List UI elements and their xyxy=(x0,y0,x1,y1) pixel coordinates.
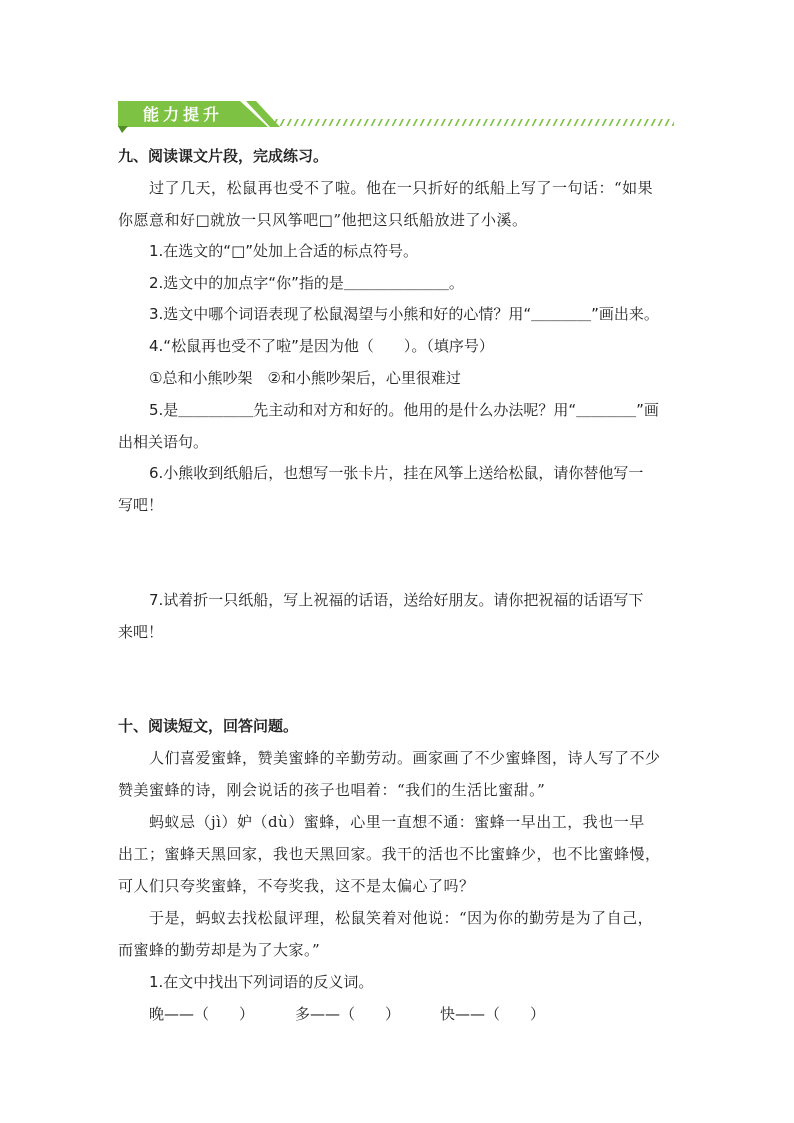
question-2: 2.选文中的加点字“你”指的是＿＿＿＿＿＿＿。 xyxy=(149,274,464,292)
passage-line: 你愿意和好□就放一只风筝吧□”他把这只纸船放进了小溪。 xyxy=(118,211,528,229)
antonym-item: 多——（ ） xyxy=(295,1005,401,1023)
question-6: 6.小熊收到纸船后，也想写一张卡片，挂在风筝上送给松鼠，请你替他写一 xyxy=(149,464,644,482)
section10-heading: 十、阅读短文，回答问题。 xyxy=(118,717,299,735)
section9-heading: 九、阅读课文片段，完成练习。 xyxy=(118,147,329,165)
question-5-continued: 出相关语句。 xyxy=(118,433,209,451)
passage-line: 于是，蚂蚁去找松鼠评理，松鼠笑着对他说：“因为你的勤劳是为了自己， xyxy=(149,909,654,927)
question-4: 4.“松鼠再也受不了啦”是因为他（ ）。（填序号） xyxy=(149,337,494,355)
passage-line: 赞美蜜蜂的诗，刚会说话的孩子也唱着：“我们的生活比蜜甜。” xyxy=(118,781,546,799)
question-7: 7.试着折一只纸船，写上祝福的话语，送给好朋友。请你把祝福的话语写下 xyxy=(149,591,644,609)
passage-line: 人们喜爱蜜蜂，赞美蜜蜂的辛勤劳动。画家画了不少蜜蜂图，诗人写了不少 xyxy=(149,749,661,767)
passage-line: 而蜜蜂的勤劳却是为了大家。” xyxy=(118,941,321,959)
passage-line: 过了几天，松鼠再也受不了啦。他在一只折好的纸船上写了一句话：“如果 xyxy=(149,179,654,197)
banner-title: 能力提升 xyxy=(142,104,223,124)
question-6-continued: 写吧！ xyxy=(118,496,164,514)
section-banner xyxy=(118,97,674,133)
question-1: 1.在文中找出下列词语的反义词。 xyxy=(149,973,374,991)
antonym-item: 晚——（ ） xyxy=(149,1005,255,1023)
question-7-continued: 来吧！ xyxy=(118,623,164,641)
antonym-item: 快——（ ） xyxy=(440,1005,546,1023)
question-1: 1.在选文的“□”处加上合适的标点符号。 xyxy=(149,242,419,260)
passage-line: 出工；蜜蜂天黑回家，我也天黑回家。我干的活也不比蜜蜂少，也不比蜜蜂慢， xyxy=(118,845,661,863)
question-4-options: ①总和小熊吵架 ②和小熊吵架后，心里很难过 xyxy=(149,369,461,387)
question-5: 5.是＿＿＿＿＿先主动和对方和好的。他用的是什么办法呢？用“＿＿＿＿”画 xyxy=(149,401,659,419)
passage-line: 蚂蚁忌（jì）妒（dù）蜜蜂，心里一直想不通：蜜蜂一早出工，我也一早 xyxy=(149,813,645,831)
question-3: 3.选文中哪个词语表现了松鼠渴望与小熊和好的心情？用“＿＿＿＿”画出来。 xyxy=(149,305,659,323)
passage-line: 可人们只夸奖蜜蜂，不夸奖我，这不是太偏心了吗？ xyxy=(118,877,475,895)
